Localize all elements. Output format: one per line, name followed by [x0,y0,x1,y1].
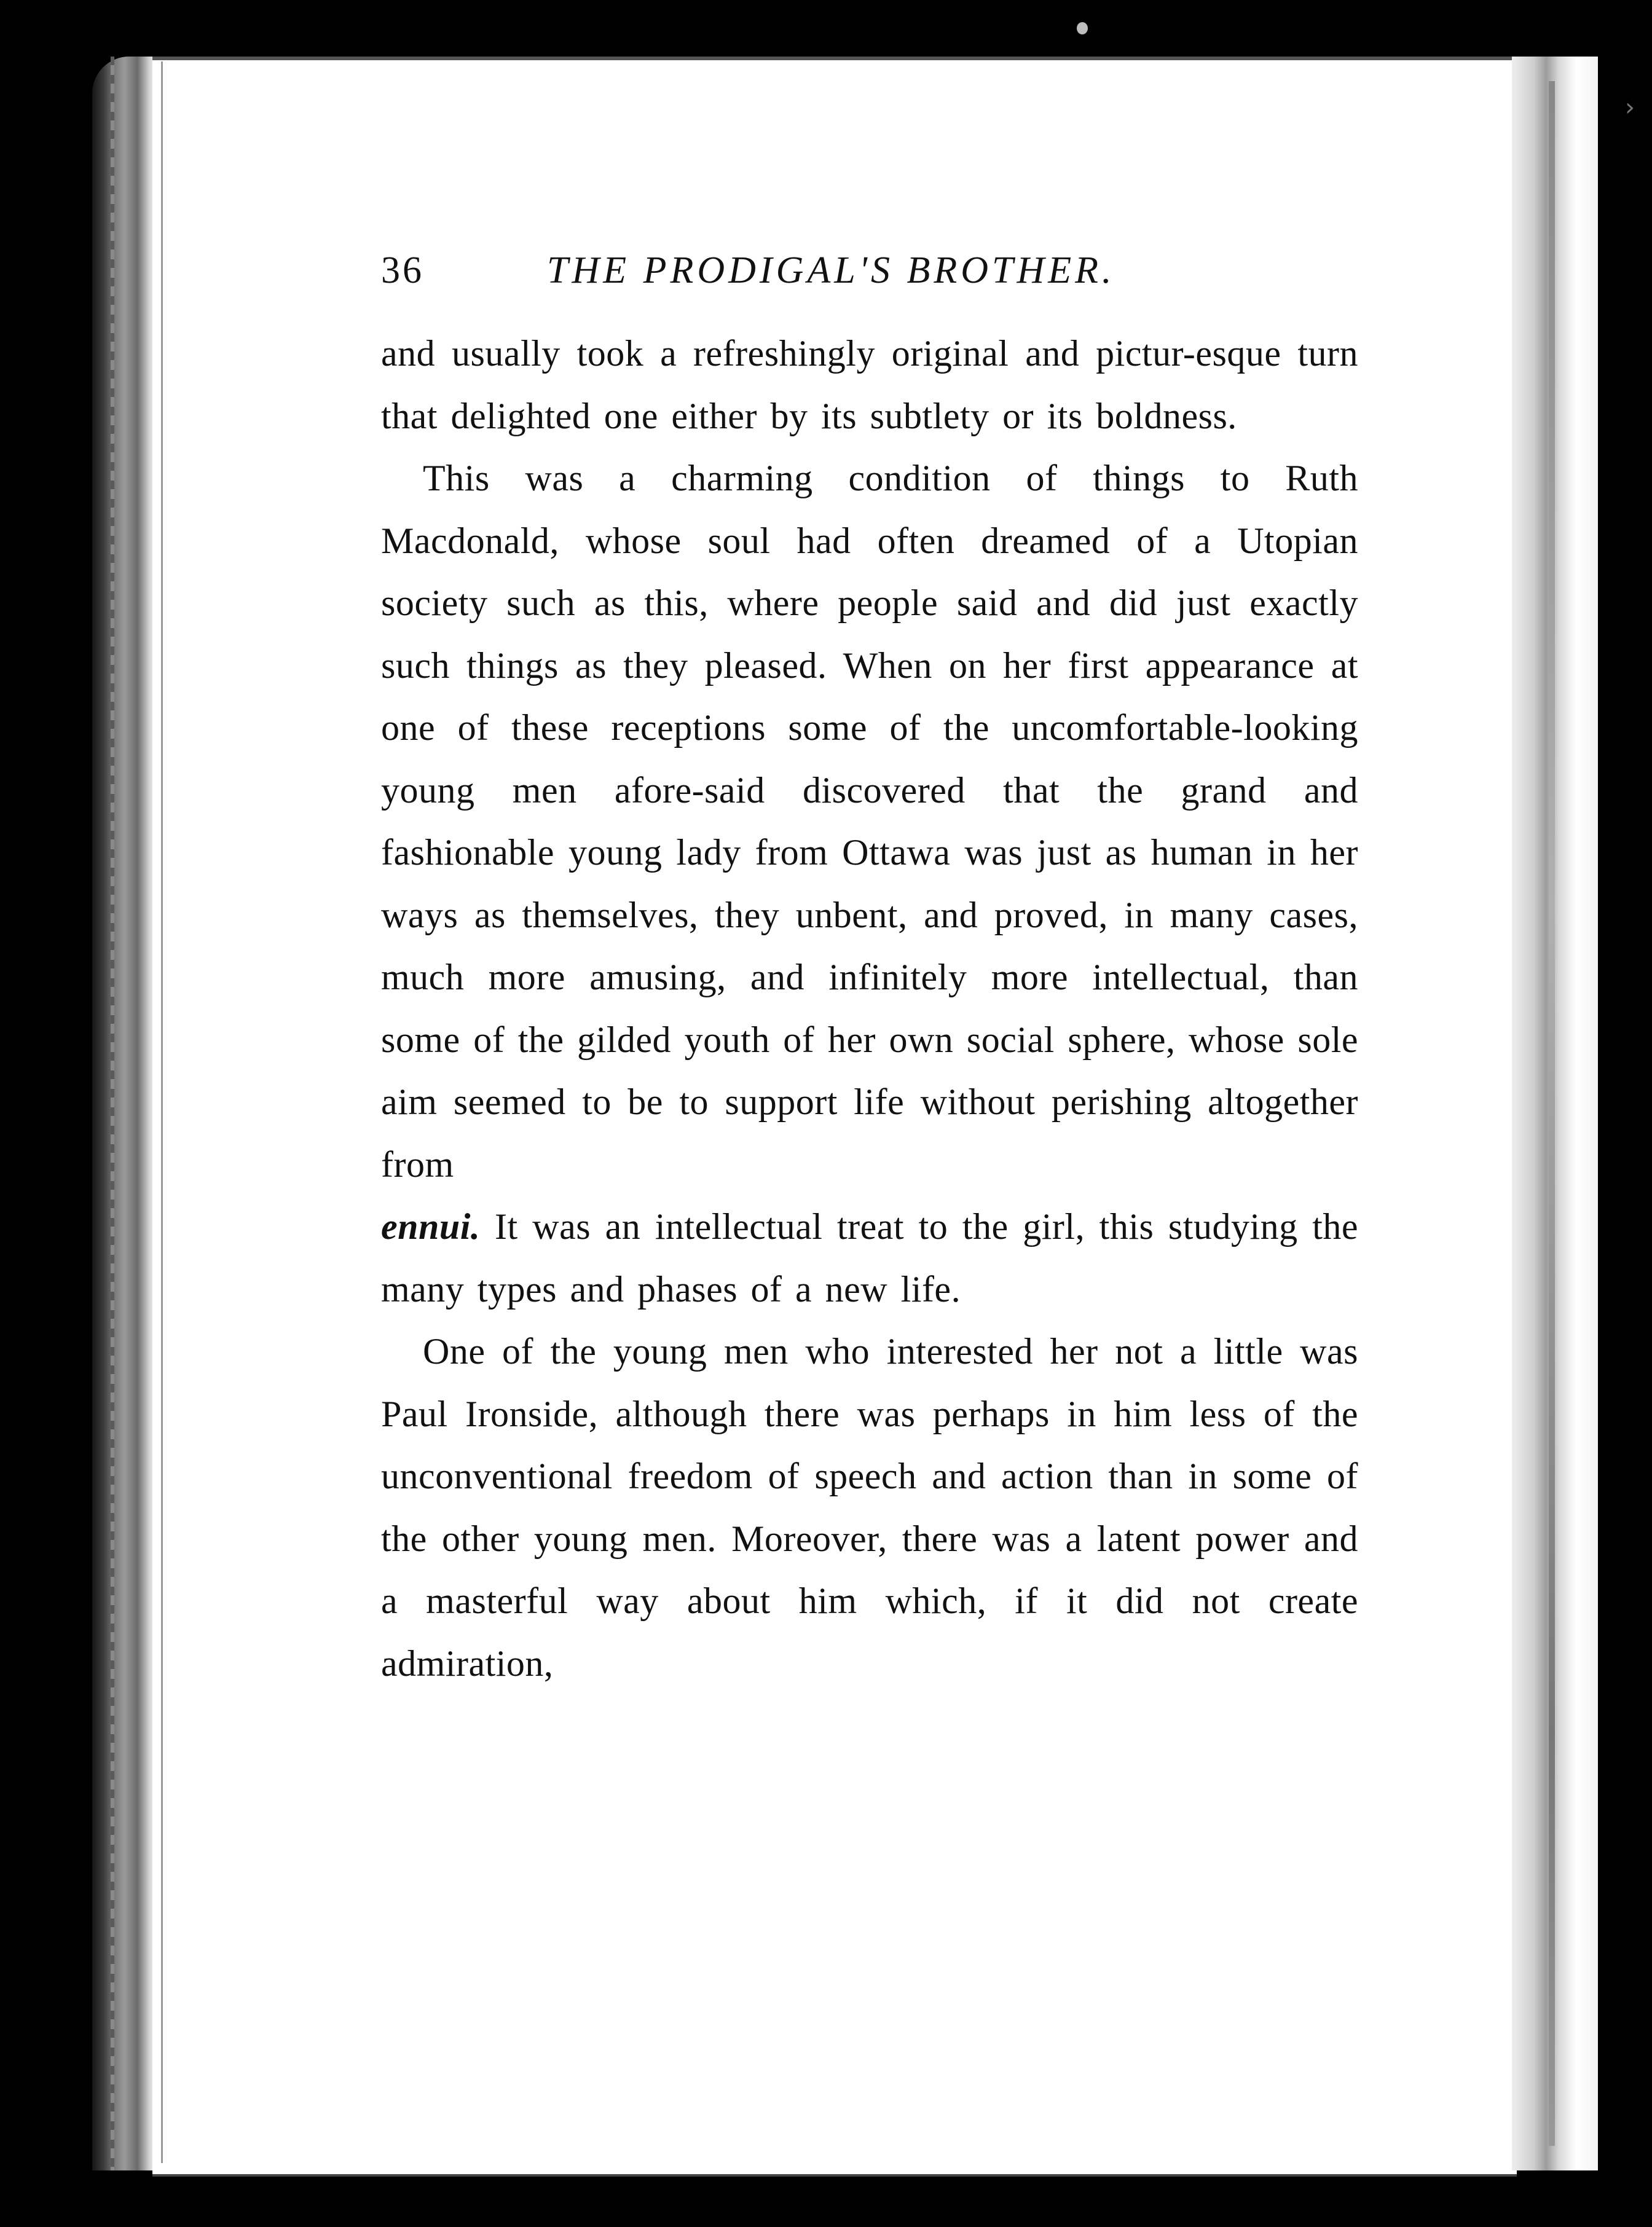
paragraph-paul-ironside: One of the young men who interested her not a little was Paul Ironside, although there was perhaps in him less of the unconventional freedom of speech and action than in some of the other young men. Moreover, there was a latent power and a masterful way about him which, if it did not create admiration, [381,1331,1358,1684]
scan-margin-right [1598,57,1652,2170]
page-gutter-line [161,61,163,2163]
paragraph-ruth-macdonald [381,447,1358,1321]
scan-speck [1077,22,1088,34]
book-binding-edge [92,57,157,2170]
paragraph-continuation: and usually took a refreshingly original and pictur-esque turn that delighted one either by its subtlety or its boldness. [381,333,1358,436]
running-title: THE PRODIGAL'S BROTHER. [547,249,1115,291]
body-text [381,323,1358,1695]
italic-word-ennui: ennui. [381,1206,481,1247]
adjacent-page-edge [1512,57,1598,2170]
paragraph-2-end: It was an intellectual treat to the girl, this studying the many types and phases of a new life. [381,1206,1358,1310]
scan-mark: › [1625,93,1635,122]
page-number: 36 [381,249,424,291]
running-head [381,249,1358,323]
page-text-block [381,249,1358,1695]
paragraph-2-text: This was a charming condition of things to Ruth Macdonald, whose soul had often dreamed of a Utopian society such as this, where people said and did just exactly such things as they pleased. When on her first appearance at one of these receptions some of the uncomfortable-looking young men afore-said discovered that the grand and fashionable young lady from Ottawa was just as human in her ways as themselves, they unbent, and proved, in many cases, much more amusing, and infinitely more intellectual, than some of the gilded youth of her own social sphere, whose sole aim seemed to be to support life without perishing altogether from [381,458,1358,1185]
